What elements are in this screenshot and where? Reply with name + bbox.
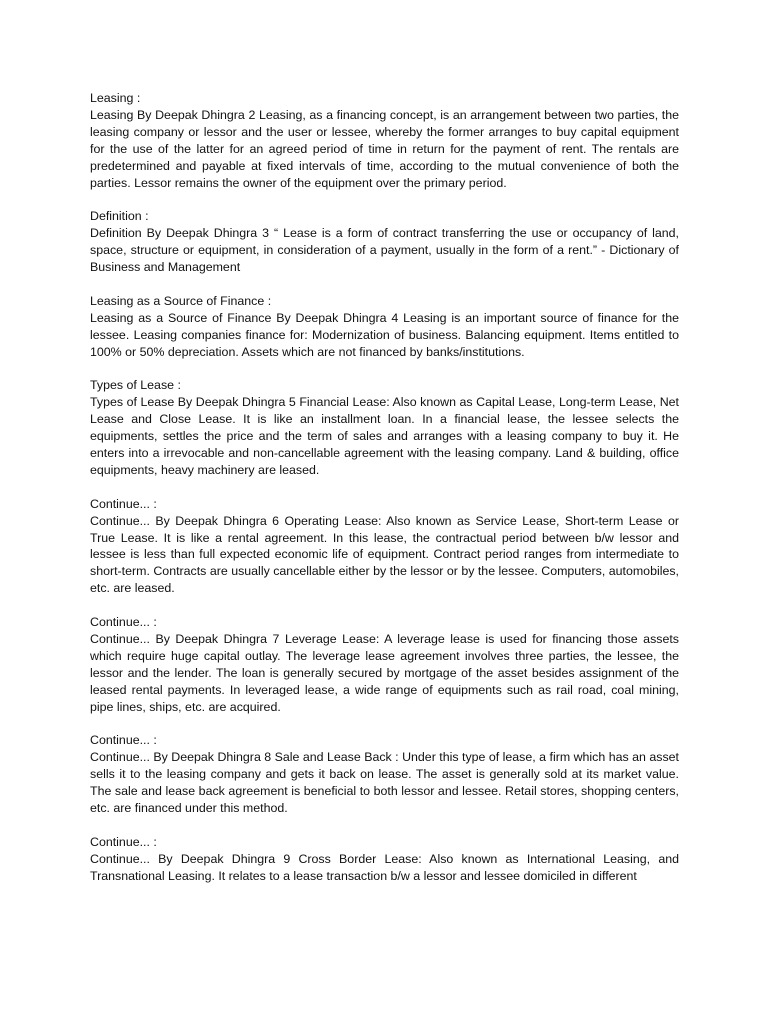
section-body: Continue... By Deepak Dhingra 9 Cross Border Lease: Also known as International Leasing, and Transnational Leasing. It relates to a lease transaction b/w a lessor and lessee domiciled in different — [90, 851, 679, 883]
section-cross-border-lease — [90, 834, 679, 885]
section-body: Continue... By Deepak Dhingra 6 Operating Lease: Also known as Service Lease, Short-term Lease or True Lease. It is like a rental agreement. In this lease, the contractual period between b/w lessor and lessee is less than full expected economic life of equipment. Contract period ranges from intermediate to short-term. Contracts are usually cancellable either by the lessor or by the lessee. Computers, automobiles, etc. are leased. — [90, 513, 679, 596]
section-body: Definition By Deepak Dhingra 3 “ Lease is a form of contract transferring the use or occupancy of land, space, structure or equipment, in consideration of a payment, usually in the form of a rent.” - Dictionary of Business and Management — [90, 226, 679, 275]
section-heading: Leasing as a Source of Finance : — [90, 293, 272, 308]
section-heading: Continue... : — [90, 834, 157, 849]
section-heading: Definition : — [90, 209, 149, 224]
section-body: Continue... By Deepak Dhingra 7 Leverage Lease: A leverage lease is used for financing those assets which require huge capital outlay. The leverage lease agreement involves three parties, the lessee, the lessor and the lender. The loan is generally secured by mortgage of the asset besides assignment of the leased rental payments. In leveraged lease, a wide range of equipments such as rail road, coal mining, pipe lines, ships, etc. are acquired. — [90, 631, 679, 714]
section-heading: Continue... : — [90, 615, 157, 630]
section-body: Leasing By Deepak Dhingra 2 Leasing, as a financing concept, is an arrangement between two parties, the leasing company or lessor and the user or lessee, whereby the former arranges to buy capital equipment for the use of the latter for an agreed period of time in return for the payment of rent. The rentals are predetermined and payable at fixed intervals of time, according to the mutual convenience of both the parties. Lessor remains the owner of the equipment over the primary period. — [90, 107, 679, 190]
section-operating-lease — [90, 496, 679, 597]
section-heading: Continue... : — [90, 496, 157, 511]
section-sale-and-lease-back — [90, 732, 679, 817]
section-source-of-finance — [90, 293, 679, 361]
section-body: Types of Lease By Deepak Dhingra 5 Financial Lease: Also known as Capital Lease, Long-term Lease, Net Lease and Close Lease. It is like an installment loan. In a financial lease, the lessee selects the equipments, settles the price and the term of sales and arranges with a leasing company to buy it. He enters into a irrevocable and non-cancellable agreement with the leasing company. Land & building, office equipments, heavy machinery are leased. — [90, 395, 679, 477]
document-page — [90, 90, 679, 901]
section-definition — [90, 208, 679, 276]
section-heading: Continue... : — [90, 733, 157, 748]
section-body: Leasing as a Source of Finance By Deepak Dhingra 4 Leasing is an important source of finance for the lessee. Leasing companies finance for: Modernization of business. Balancing equipment. Items entitled to 100% or 50% depreciation. Assets which are not financed by banks/institutions. — [90, 310, 679, 359]
section-heading: Types of Lease : — [90, 378, 181, 393]
section-heading: Leasing : — [90, 91, 141, 105]
section-types-of-lease — [90, 377, 679, 478]
section-leasing — [90, 90, 679, 191]
section-body: Continue... By Deepak Dhingra 8 Sale and Lease Back : Under this type of lease, a firm which has an asset sells it to the leasing company and gets it back on lease. The asset is generally sold at its market value. The sale and lease back agreement is beneficial to both lessor and lessee. Retail stores, shopping centers, etc. are financed under this method. — [90, 750, 679, 815]
section-leverage-lease — [90, 614, 679, 715]
